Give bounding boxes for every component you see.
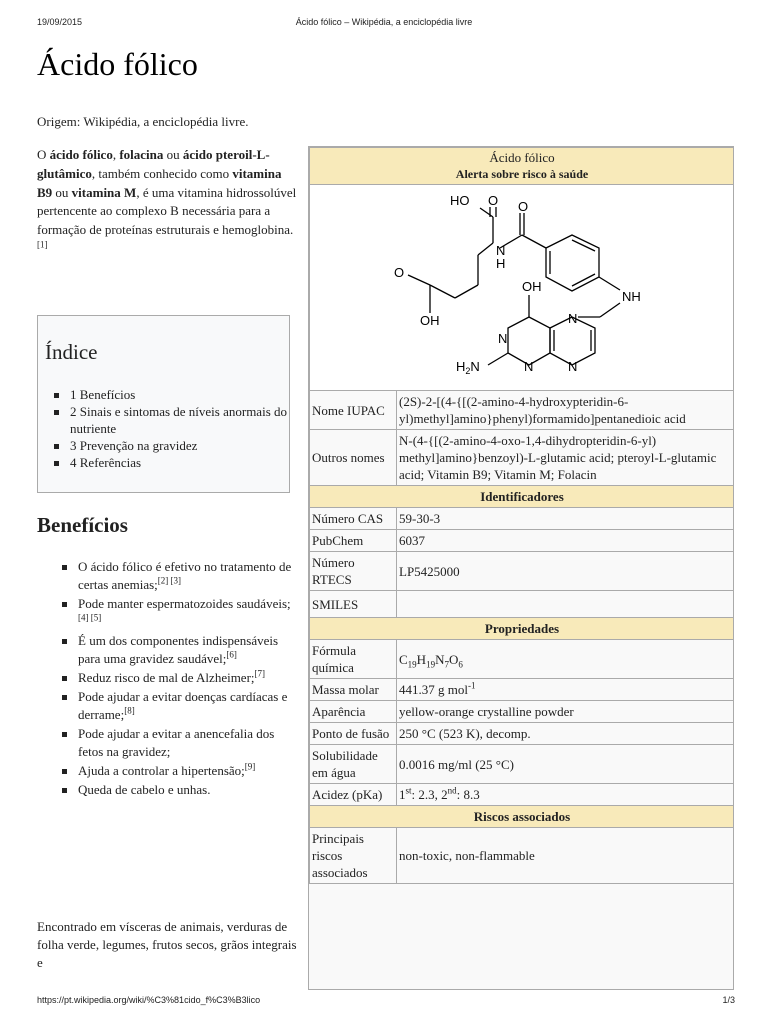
print-date: 19/09/2015 bbox=[37, 17, 83, 27]
infobox bbox=[308, 146, 734, 990]
section-heading-beneficios: Benefícios bbox=[37, 513, 128, 537]
toc-item[interactable]: 4 Referências bbox=[70, 454, 290, 471]
intro-paragraph: O ácido fólico, folacina ou ácido pteroil-L-glutâmico, também conhecido como vitamina B9 ou vitamina M, é uma vitamina hidrossolúvel pertencente ao complexo B necessária para a formação de proteínas estruturais e hemoglobina.[1] bbox=[37, 147, 297, 250]
list-item: O ácido fólico é efetivo no tratamento de certas anemias;[2] [3] bbox=[78, 559, 292, 592]
other-names-label: Outros nomes bbox=[310, 430, 397, 486]
formula-value: $C_{19}H_{19}N_7O_6$ bbox=[397, 640, 735, 679]
melting-point-label: Ponto de fusão bbox=[310, 723, 397, 745]
rtecs-value: LP5425000 bbox=[397, 552, 735, 591]
smiles-value bbox=[397, 591, 735, 618]
ref-link[interactable]: [4] [5] bbox=[78, 612, 102, 623]
risks-label: Principais riscos associados bbox=[310, 828, 397, 884]
table-of-contents bbox=[37, 315, 290, 493]
ref-link[interactable]: [2] [3] bbox=[157, 575, 182, 586]
list-item: Pode ajudar a evitar doenças cardíacas e derrame;[8] bbox=[78, 688, 293, 724]
ref-link[interactable]: [1] bbox=[37, 239, 48, 250]
ref-link[interactable]: [9] bbox=[244, 761, 256, 772]
list-item: É um dos componentes indispensáveis para uma gravidez saudável;[6] bbox=[78, 632, 293, 668]
atom-label: O bbox=[488, 193, 499, 208]
atom-label: OH bbox=[522, 279, 542, 294]
acidity-label: Acidez (pKa) bbox=[310, 784, 397, 806]
atom-label: HO bbox=[450, 193, 470, 208]
print-header-title: Ácido fólico – Wikipédia, a enciclopédia livre bbox=[295, 17, 473, 27]
other-names-value: N-(4-{[(2-amino-4-oxo-1,4-dihydropteridin-6-yl) methyl]amino}benzoyl)-L-glutamic acid; pteroyl-L-glutamic acid; Vitamin B9; Vitamin M; Folacin bbox=[397, 430, 735, 486]
list-item: Reduz risco de mal de Alzheimer;[7] bbox=[78, 669, 293, 687]
section-identificadores: Identificadores bbox=[310, 486, 735, 508]
section-propriedades: Propriedades bbox=[310, 618, 735, 640]
origin-line: Origem: Wikipédia, a enciclopédia livre. bbox=[37, 114, 249, 129]
solubility-value: 0.0016 mg/ml (25 °C) bbox=[397, 745, 735, 784]
list-item: Pode ajudar a evitar a anencefalia dos fetos na gravidez; bbox=[78, 725, 293, 761]
benefits-list bbox=[78, 558, 293, 800]
melting-point-value: 250 °C (523 K), decomp. bbox=[397, 723, 735, 745]
ref-link[interactable]: [8] bbox=[124, 705, 135, 716]
toc-item[interactable]: 3 Prevenção na gravidez bbox=[70, 437, 290, 454]
appearance-value: yellow-orange crystalline powder bbox=[397, 701, 735, 723]
atom-label: NH bbox=[622, 289, 641, 304]
rtecs-label: Número RTECS bbox=[310, 552, 397, 591]
toc-item[interactable]: 2 Sinais e sintomas de níveis anormais do nutriente bbox=[70, 403, 290, 437]
acidity-value: 1st: 2.3, 2nd: 8.3 bbox=[397, 784, 735, 806]
list-item: Queda de cabelo e unhas. bbox=[78, 781, 293, 799]
pubchem-label[interactable]: PubChem bbox=[310, 530, 397, 552]
atom-label: N bbox=[524, 359, 534, 374]
pubchem-value[interactable]: 6037 bbox=[397, 530, 735, 552]
list-item: Pode manter espermatozoides saudáveis;[4] [5] bbox=[78, 595, 293, 631]
molar-mass-value: 441.37 g mol$^{-1}$ bbox=[397, 679, 735, 701]
section-riscos: Riscos associados bbox=[310, 806, 735, 828]
atom-label: O bbox=[518, 199, 529, 214]
atom-label: N bbox=[568, 311, 578, 326]
iupac-value: (2S)-2-[(4-{[(2-amino-4-hydroxypteridin-6-yl)methyl]amino}phenyl)formamido]pentanedioic acid bbox=[397, 391, 735, 430]
formula-label: Fórmula química bbox=[310, 640, 397, 679]
atom-label: N bbox=[568, 359, 578, 374]
smiles-label: SMILES bbox=[310, 591, 397, 618]
toc-title: Índice bbox=[45, 340, 98, 364]
cas-value[interactable]: 59-30-3 bbox=[397, 508, 735, 530]
atom-label: OH bbox=[420, 313, 440, 328]
atom-label: H bbox=[496, 256, 506, 271]
atom-label: O bbox=[394, 265, 405, 280]
molar-mass-label: Massa molar bbox=[310, 679, 397, 701]
atom-label: N bbox=[498, 331, 508, 346]
print-page-number: 1/3 bbox=[722, 995, 735, 1005]
print-footer-url: https://pt.wikipedia.org/wiki/%C3%81cido_f%C3%B3lico bbox=[37, 995, 261, 1005]
iupac-label: Nome IUPAC bbox=[310, 391, 397, 430]
page-title: Ácido fólico bbox=[37, 46, 198, 82]
infobox-title: Ácido fólico Alerta sobre risco à saúde bbox=[310, 148, 735, 185]
structure-image bbox=[310, 185, 735, 391]
atom-label: $H_2N$ bbox=[456, 359, 480, 376]
folic-acid-structure bbox=[310, 185, 734, 390]
ref-link[interactable]: [6] bbox=[226, 649, 237, 660]
toc-item[interactable]: 1 Benefícios bbox=[70, 386, 290, 403]
appearance-label: Aparência bbox=[310, 701, 397, 723]
cas-label: Número CAS bbox=[310, 508, 397, 530]
outro-paragraph: Encontrado em vísceras de animais, verduras de folha verde, legumes, frutos secos, grãos integrais e bbox=[37, 919, 297, 970]
list-item: Ajuda a controlar a hipertensão;[9] bbox=[78, 762, 293, 780]
atom-label: N bbox=[496, 243, 506, 258]
ref-link[interactable]: [7] bbox=[254, 668, 266, 679]
solubility-label: Solubilidade em água bbox=[310, 745, 397, 784]
risks-value: non-toxic, non-flammable bbox=[397, 828, 735, 884]
